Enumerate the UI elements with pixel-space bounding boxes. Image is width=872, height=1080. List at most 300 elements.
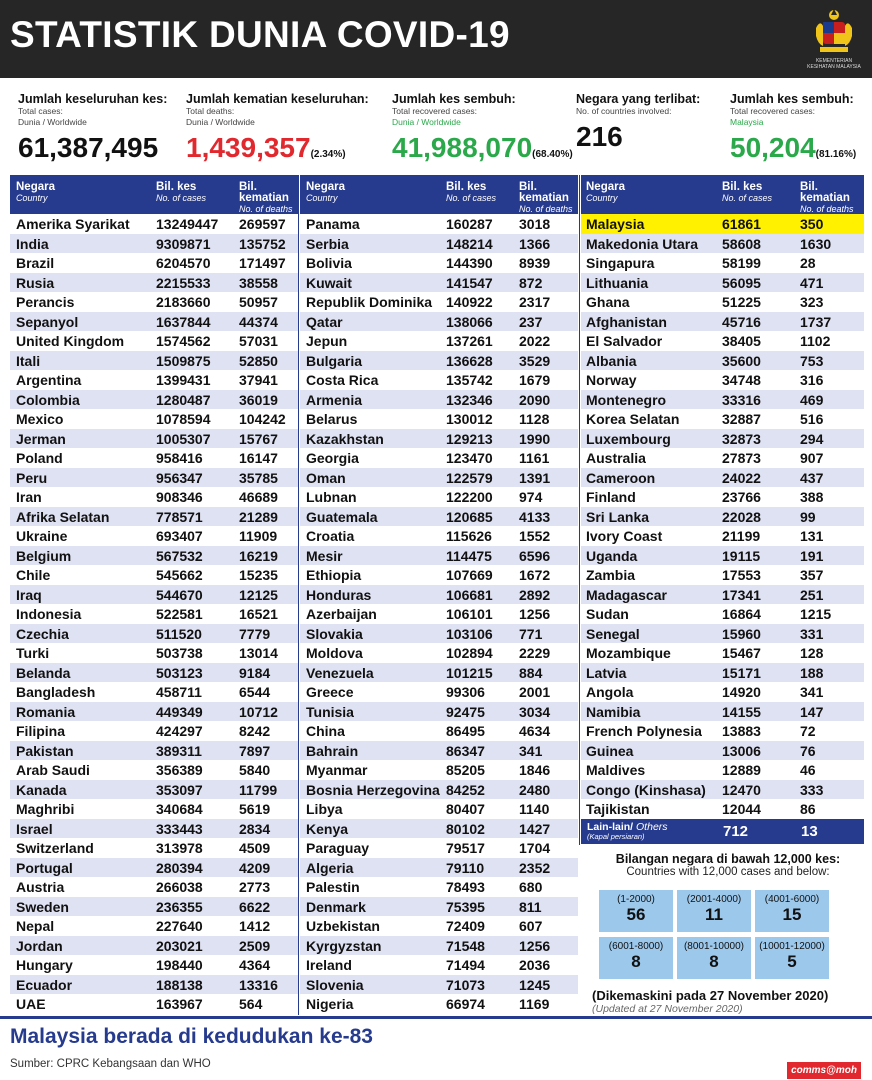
death-count: 8939 [519,255,551,271]
case-count: 203021 [156,937,203,954]
range-count: 5 [787,952,797,971]
stat-number: 216 [576,121,623,152]
case-count: 103106 [446,625,493,642]
case-count: 1637844 [156,313,211,330]
table-row [10,312,298,332]
country-name: Brazil [16,255,55,271]
country-name: Sudan [586,606,629,622]
death-count: 753 [800,352,824,369]
header-cases-en: No. of cases [722,193,773,203]
table-row [581,487,864,507]
death-count: 680 [519,879,543,895]
below-12000-grid [599,890,831,982]
death-count: 1256 [519,606,551,622]
death-count: 2892 [519,586,551,603]
case-count: 66974 [446,996,485,1012]
country-name: Belgium [16,547,72,564]
death-count: 1161 [519,450,550,466]
death-count: 5619 [239,801,271,817]
country-name: Lithuania [586,274,649,291]
case-count: 34748 [722,372,761,388]
stat-sub: No. of countries involved: [576,106,672,116]
death-count: 3529 [519,352,551,369]
death-count: 884 [519,664,543,681]
table-row [300,760,578,780]
table-row [300,312,578,332]
header-country: Negara Country [16,181,55,203]
source-note: Sumber: CPRC Kebangsaan dan WHO [10,1058,211,1070]
death-count: 6544 [239,684,271,700]
range-label: (6001-8000) [608,941,664,952]
case-count: 17341 [722,586,761,603]
case-count: 130012 [446,411,493,427]
country-name: Maghribi [16,801,75,817]
table-row [10,838,298,858]
table-row [300,858,578,878]
country-table-3 [581,175,864,844]
country-name: Guatemala [306,508,378,525]
death-count: 16219 [239,547,278,564]
table-row [10,565,298,585]
header-banner [0,0,872,78]
others-cases: 712 [723,822,749,840]
table-row [300,955,578,975]
case-count: 136628 [446,352,493,369]
table-row [10,253,298,273]
death-count: 469 [800,391,824,408]
table-header [581,175,864,214]
country-name: Jerman [16,430,66,447]
case-count: 19115 [722,547,761,564]
header-deaths-en: No. of deaths [519,204,573,214]
table-row [300,448,578,468]
column-divider [579,175,580,845]
case-count: 15467 [722,645,761,661]
case-count: 16864 [722,606,761,622]
country-name: Bulgaria [306,352,363,369]
death-count: 131 [800,528,824,544]
others-row [581,819,864,844]
country-name: Afrika Selatan [16,508,110,525]
country-name: UAE [16,996,46,1012]
case-count: 79517 [446,840,485,856]
country-name: Norway [586,372,637,388]
stat-sub: Total deaths: [186,106,235,116]
table-row [10,682,298,702]
case-count: 84252 [446,781,485,798]
case-count: 114475 [446,547,492,564]
stat-label: Negara yang terlibat: [576,92,701,106]
others-label-en: Others [636,820,668,833]
case-count: 38405 [722,333,761,349]
table-row [300,585,578,605]
case-count: 160287 [446,216,493,232]
case-count: 227640 [156,918,203,934]
country-name: Greece [306,684,354,700]
case-count: 313978 [156,840,203,856]
country-name: Mozambique [586,645,671,661]
case-count: 522581 [156,606,203,622]
death-count: 10712 [239,703,278,720]
death-count: 1846 [519,762,551,778]
header-country-en: Country [586,193,618,203]
death-count: 294 [800,430,824,447]
country-name: Kazakhstan [306,430,384,447]
update-date-en: (Updated at 27 November 2020) [592,1003,743,1015]
malaysia-rank: Malaysia berada di kedudukan ke-83 [10,1025,373,1048]
country-name: Libya [306,801,343,817]
table-row [581,292,864,312]
country-name: Ghana [586,294,630,310]
table-row [300,975,578,995]
death-count: 607 [519,918,543,934]
table-row [581,760,864,780]
case-count: 71548 [446,937,485,954]
header-country-en: Country [16,193,48,203]
death-count: 44374 [239,313,278,330]
death-count: 2001 [519,684,551,700]
case-count: 21199 [722,528,761,544]
death-count: 11909 [239,528,278,544]
case-count: 503123 [156,664,203,681]
death-count: 1672 [519,567,551,583]
case-count: 693407 [156,528,203,544]
country-name: Afghanistan [586,313,667,330]
table-row [300,702,578,722]
case-count: 86347 [446,742,485,759]
country-name: Bolivia [306,255,352,271]
table-row [10,780,298,800]
table-row [10,916,298,936]
table-row [10,975,298,995]
country-table-2 [300,175,578,1014]
country-name: Latvia [586,664,627,681]
death-count: 171497 [239,255,286,271]
table-row [581,799,864,819]
death-count: 4509 [239,840,271,856]
below-12000-title: Bilangan negara di bawah 12,000 kes: [615,852,841,866]
table-row [581,351,864,371]
case-count: 32887 [722,411,761,427]
others-note: (Kapal persiaran) [587,831,645,841]
table-row [10,487,298,507]
country-name: Austria [16,879,65,895]
death-count: 191 [800,547,824,564]
death-count: 1128 [519,411,550,427]
case-count: 356389 [156,762,203,778]
table-row [581,253,864,273]
case-count: 9309871 [156,235,211,252]
table-row [10,877,298,897]
death-count: 13316 [239,976,278,993]
header-deaths-en: No. of deaths [239,204,293,214]
table-row [581,234,864,254]
case-count: 198440 [156,957,203,973]
death-count: 4133 [519,508,551,525]
page-title: STATISTIK DUNIA COVID-19 [10,14,510,55]
case-count: 908346 [156,489,203,505]
death-count: 37941 [239,372,278,388]
death-count: 1169 [519,996,550,1012]
death-count: 350 [800,216,824,232]
table-row [300,877,578,897]
case-count: 129213 [446,430,493,447]
country-name: India [16,235,49,252]
table-row [10,760,298,780]
death-count: 188 [800,664,824,681]
header-cases: Bil. kes No. of cases [722,181,773,203]
stat-label: Jumlah kematian keseluruhan: [186,92,369,106]
country-name: Singapura [586,255,655,271]
death-count: 52850 [239,352,278,369]
stat-label: Jumlah kes sembuh: [730,92,854,106]
country-name: Czechia [16,625,69,642]
country-name: Mesir [306,547,343,564]
table-row [581,702,864,722]
country-name: Mexico [16,411,64,427]
death-count: 323 [800,294,824,310]
country-name: Finland [586,489,636,505]
country-name: Republik Dominika [306,294,433,310]
range-label: (4001-6000) [764,894,820,905]
table-row [300,507,578,527]
country-name: Jordan [16,937,63,954]
table-row [581,507,864,527]
death-count: 5840 [239,762,271,778]
death-count: 9184 [239,664,271,681]
table-row [581,721,864,741]
case-count: 135742 [446,372,493,388]
death-count: 57031 [239,333,278,349]
country-name: Qatar [306,313,343,330]
table-row [10,351,298,371]
table-row [581,331,864,351]
death-count: 1412 [239,918,271,934]
death-count: 7779 [239,625,271,642]
death-count: 11799 [239,781,278,798]
stat-percent: (2.34%) [310,149,346,160]
ministry-name: KEMENTERIAN KESIHATAN MALAYSIA [807,58,861,70]
country-name: Slovakia [306,625,363,642]
country-name: Jepun [306,333,348,349]
case-count: 12470 [722,781,761,798]
death-count: 1630 [800,235,832,252]
death-count: 1256 [519,937,551,954]
case-count: 45716 [722,313,761,330]
case-count: 1509875 [156,352,211,369]
death-count: 1391 [519,469,551,486]
table-row [10,370,298,390]
table-row [10,507,298,527]
stat-value [18,132,167,164]
death-count: 4634 [519,723,551,739]
table-row [581,448,864,468]
country-name: United Kingdom [16,333,125,349]
country-name: Amerika Syarikat [16,216,130,232]
death-count: 15235 [239,567,278,583]
country-name: Nigeria [306,996,354,1012]
range-label: (8001-10000) [683,941,745,952]
table-row [300,916,578,936]
country-name: Colombia [16,391,80,408]
country-name: Iraq [16,586,42,603]
death-count: 2022 [519,333,551,349]
country-name: Azerbaijan [306,606,377,622]
stat-malaysia-recovered [730,92,856,164]
range-box [755,890,829,932]
table-row [581,429,864,449]
country-name: Malaysia [586,216,645,232]
table-row [10,273,298,293]
case-count: 71073 [446,976,485,993]
table-row [300,799,578,819]
death-count: 1215 [800,606,832,622]
country-name: Myanmar [306,762,368,778]
table-row [300,936,578,956]
table-row [10,468,298,488]
death-count: 333 [800,781,824,798]
case-count: 17553 [722,567,761,583]
case-count: 778571 [156,508,203,525]
others-label: Lain-lain/ Others (Kapal persiaran) [587,820,668,841]
country-name: Tajikistan [586,801,650,817]
range-count: 11 [705,905,723,924]
death-count: 104242 [239,411,286,427]
case-count: 24022 [722,469,761,486]
country-name: Bosnia Herzegovina [306,781,440,798]
table-row [10,429,298,449]
country-name: Romania [16,703,76,720]
death-count: 1427 [519,820,551,837]
death-count: 1366 [519,235,551,252]
range-box [677,890,751,932]
death-count: 21289 [239,508,278,525]
table-header [300,175,578,214]
table-row [581,604,864,624]
table-row [581,663,864,683]
stat-sub: Dunia / Worldwide [186,117,255,127]
table-row [300,234,578,254]
death-count: 2509 [239,937,271,954]
header-deaths: Bil. kematian No. of deaths [800,182,864,215]
table-row [581,585,864,605]
country-name: Switzerland [16,840,94,856]
case-count: 6204570 [156,255,211,271]
death-count: 35785 [239,469,278,486]
death-count: 2036 [519,957,551,973]
header-country: Negara Country [586,181,625,203]
country-name: Albania [586,352,637,369]
table-row [10,741,298,761]
range-box [599,890,673,932]
case-count: 958416 [156,450,203,466]
death-count: 1102 [800,333,831,349]
death-count: 16521 [239,606,278,622]
case-count: 163967 [156,996,203,1012]
country-name: Kyrgyzstan [306,937,382,954]
death-count: 16147 [239,450,278,466]
footer-divider [0,1016,872,1019]
stat-countries [576,92,700,153]
case-count: 86495 [446,723,485,739]
death-count: 1679 [519,372,551,388]
table-row [581,682,864,702]
country-name: Iran [16,489,42,505]
stat-value [186,132,369,164]
death-count: 974 [519,489,543,505]
summary-stats [0,92,872,172]
table-row [300,624,578,644]
case-count: 2215533 [156,274,211,291]
range-count: 15 [782,905,802,924]
case-count: 101215 [446,664,493,681]
country-name: Venezuela [306,664,374,681]
death-count: 86 [800,801,816,817]
case-count: 424297 [156,723,203,739]
header-cases-en: No. of cases [156,193,207,203]
death-count: 564 [239,996,263,1012]
stat-number: 1,439,357 [186,132,311,163]
death-count: 2352 [519,859,551,876]
case-count: 389311 [156,742,202,759]
country-name: Kuwait [306,274,352,291]
stat-label: Jumlah keseluruhan kes: [18,92,168,106]
case-count: 102894 [446,645,493,661]
case-count: 75395 [446,898,485,915]
country-name: Croatia [306,528,355,544]
country-name: Portugal [16,859,73,876]
table-row [10,663,298,683]
country-name: Bangladesh [16,684,96,700]
table-row [300,351,578,371]
case-count: 71494 [446,957,485,973]
country-name: Uzbekistan [306,918,380,934]
case-count: 353097 [156,781,203,798]
death-count: 3034 [519,703,551,720]
death-count: 7897 [239,742,271,759]
case-count: 449349 [156,703,203,720]
country-name: China [306,723,345,739]
death-count: 2229 [519,645,551,661]
table-row [10,936,298,956]
death-count: 28 [800,255,816,271]
case-count: 1005307 [156,430,211,447]
death-count: 2480 [519,781,551,798]
country-name: Luxembourg [586,430,671,447]
table-row [300,331,578,351]
country-name: Slovenia [306,976,364,993]
case-count: 140922 [446,294,493,310]
case-count: 503738 [156,645,203,661]
table-row-highlighted [581,214,864,234]
case-count: 12044 [722,801,761,817]
country-name: Palestin [306,879,360,895]
case-count: 56095 [722,274,761,291]
stat-sub: Total recovered cases: [730,106,816,116]
header-cases: Bil. kes No. of cases [446,181,497,203]
country-name: Belarus [306,411,358,427]
case-count: 12889 [722,762,761,778]
death-count: 1245 [519,976,551,993]
table-row [10,331,298,351]
case-count: 122579 [446,469,493,486]
case-count: 23766 [722,489,761,505]
range-box [599,937,673,979]
table-row [10,390,298,410]
country-name: Uganda [586,547,638,564]
death-count: 2834 [239,820,271,837]
table-row [10,409,298,429]
